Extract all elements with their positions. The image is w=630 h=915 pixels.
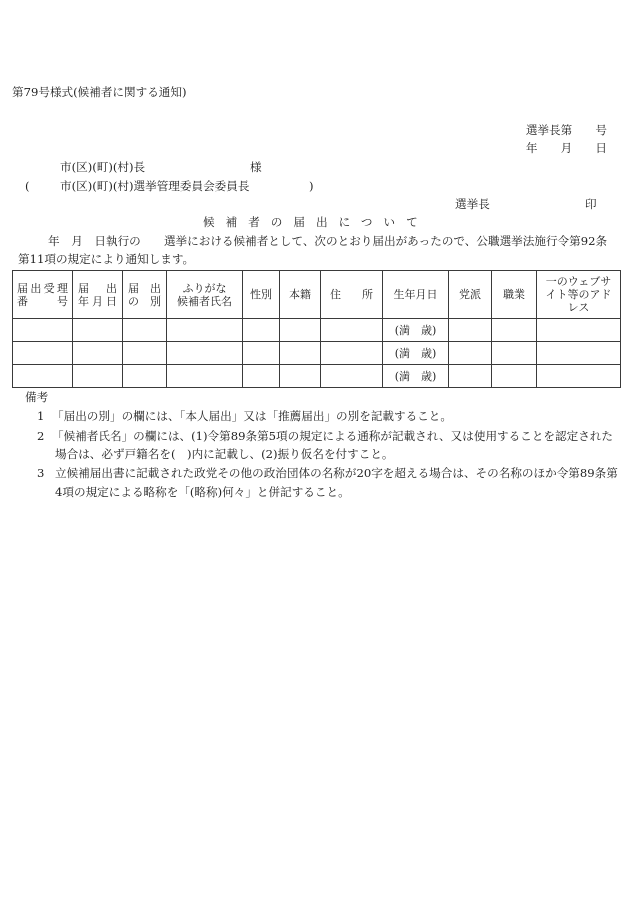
header-line: 年月日 bbox=[78, 294, 117, 308]
table-cell bbox=[243, 319, 280, 342]
header-line: イト等のアド bbox=[545, 288, 612, 301]
birthdate-cell: (満 歳) bbox=[383, 319, 449, 342]
table-cell bbox=[449, 365, 492, 388]
table-cell bbox=[321, 319, 383, 342]
note-text: 立候補届出書に記載された政党その他の政治団体の名称が20字を超える場合は、その名称のほか令第89条第 bbox=[55, 466, 618, 480]
table-cell bbox=[280, 365, 321, 388]
header-line: 性別 bbox=[250, 288, 272, 301]
table-cell bbox=[492, 365, 537, 388]
header-line: 住所 bbox=[330, 288, 373, 301]
table-cell bbox=[537, 342, 621, 365]
header-line: 届出 bbox=[78, 281, 117, 295]
header-line: 一のウェブサ bbox=[545, 275, 612, 288]
table-header-cell bbox=[537, 271, 621, 319]
note-number: 2 bbox=[37, 429, 45, 443]
table-row bbox=[13, 319, 621, 342]
table-cell bbox=[13, 365, 73, 388]
header-line: 生年月日 bbox=[393, 288, 438, 301]
table-cell bbox=[449, 319, 492, 342]
table-cell bbox=[280, 319, 321, 342]
table-cell bbox=[73, 319, 123, 342]
body-line: 第11項の規定により通知します。 bbox=[18, 252, 195, 266]
header-line: 番号 bbox=[17, 294, 68, 308]
notes-heading: 備考 bbox=[25, 390, 49, 404]
table-header-cell bbox=[492, 271, 537, 319]
table-cell bbox=[13, 319, 73, 342]
header-line: の別 bbox=[128, 294, 161, 308]
table-cell bbox=[123, 342, 167, 365]
birthdate-cell: (満 歳) bbox=[383, 365, 449, 388]
table-header-cell bbox=[321, 271, 383, 319]
document-title: 候補者の届出について bbox=[203, 215, 429, 229]
addressee-alt-open-paren: ( bbox=[25, 179, 30, 193]
addressee-alt: 市(区)(町)(村)選挙管理委員会委員長 bbox=[60, 179, 250, 193]
table-row bbox=[13, 365, 621, 388]
table-row bbox=[13, 342, 621, 365]
table-cell bbox=[167, 365, 243, 388]
seal-mark: 印 bbox=[585, 197, 597, 211]
candidate-table bbox=[12, 270, 621, 388]
table-cell bbox=[321, 342, 383, 365]
table-cell bbox=[537, 319, 621, 342]
note-number: 3 bbox=[37, 466, 45, 480]
note-text: 4項の規定による略称を「(略称)何々」と併記すること。 bbox=[55, 485, 350, 499]
table-cell bbox=[167, 319, 243, 342]
table-cell bbox=[280, 342, 321, 365]
header-line: ふりがな bbox=[182, 281, 227, 295]
table-cell bbox=[123, 319, 167, 342]
table-cell bbox=[73, 365, 123, 388]
issue-date: 年 月 日 bbox=[525, 141, 607, 155]
header-line: 届出 bbox=[128, 281, 161, 295]
table-header-cell bbox=[383, 271, 449, 319]
header-line: 党派 bbox=[459, 288, 481, 301]
note-text: 「候補者氏名」の欄には、(1)令第89条第5項の規定による通称が記載され、又は使用することを認定された bbox=[52, 429, 613, 443]
addressee: 市(区)(町)(村)長 bbox=[60, 160, 146, 174]
birthdate-cell: (満 歳) bbox=[383, 342, 449, 365]
table-header-cell bbox=[13, 271, 73, 319]
table-header-row bbox=[13, 271, 621, 319]
table-header-cell bbox=[449, 271, 492, 319]
note-text: 「届出の別」の欄には、「本人届出」又は「推薦届出」の別を記載すること。 bbox=[52, 409, 452, 423]
table-header-cell bbox=[123, 271, 167, 319]
table-cell bbox=[537, 365, 621, 388]
table-cell bbox=[73, 342, 123, 365]
table-cell bbox=[13, 342, 73, 365]
table-cell bbox=[123, 365, 167, 388]
table-header-cell bbox=[280, 271, 321, 319]
table-cell bbox=[321, 365, 383, 388]
table-cell bbox=[492, 319, 537, 342]
table-cell bbox=[243, 365, 280, 388]
table-header-cell bbox=[73, 271, 123, 319]
table-cell bbox=[167, 342, 243, 365]
note-number: 1 bbox=[37, 409, 45, 423]
table-cell bbox=[492, 342, 537, 365]
table-cell bbox=[243, 342, 280, 365]
header-line: 本籍 bbox=[289, 288, 311, 301]
header-line: 候補者氏名 bbox=[177, 294, 232, 308]
table-header-cell bbox=[167, 271, 243, 319]
header-line: 届出受理 bbox=[17, 281, 68, 295]
header-line: 職業 bbox=[503, 288, 525, 301]
body-line: 年 月 日執行の 選挙における候補者として、次のとおり届出があったので、公職選挙法施行令第92条 bbox=[48, 234, 608, 248]
addressee-honorific: 様 bbox=[250, 160, 262, 174]
reference-number: 選挙長第 号 bbox=[525, 123, 607, 137]
addressee-alt-close-paren: ) bbox=[309, 179, 314, 193]
note-text: 場合は、必ず戸籍名を( )内に記載し、(2)振り仮名を付すこと。 bbox=[55, 447, 394, 461]
form-number-title: 第79号様式(候補者に関する通知) bbox=[12, 85, 187, 99]
table-header-cell bbox=[243, 271, 280, 319]
table-cell bbox=[449, 342, 492, 365]
header-line: レス bbox=[567, 301, 590, 314]
sender: 選挙長 bbox=[455, 197, 490, 211]
